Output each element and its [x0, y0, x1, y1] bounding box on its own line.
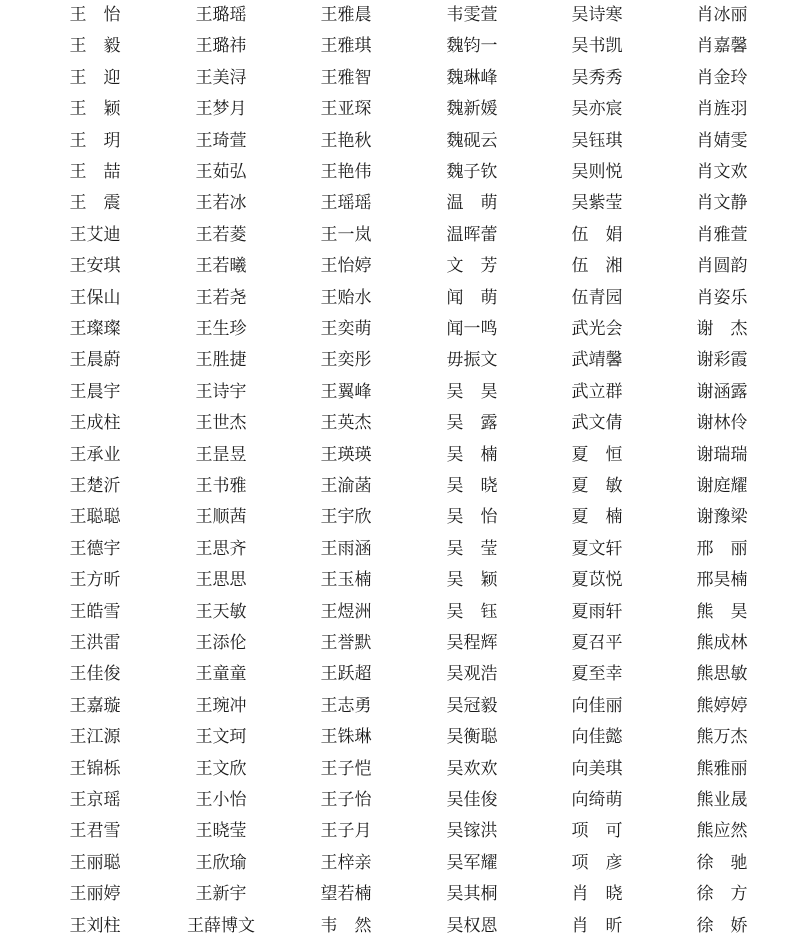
name-cell: 王雨涵: [320, 538, 372, 559]
name-row: [0, 0, 799, 31]
name-cell: 王茹弘: [195, 162, 247, 182]
name-cell: 肖金玲: [696, 67, 748, 88]
name-cell: 王翼峰: [320, 381, 372, 402]
name-cell: 王若曦: [195, 256, 247, 277]
name-cell: 王江源: [69, 727, 121, 748]
name-cell: 温晖蕾: [446, 224, 498, 245]
name-cell: 王子怡: [320, 790, 372, 810]
name-cell: 王煜洲: [320, 601, 372, 622]
name-row: [0, 345, 799, 376]
name-cell: 肖冰丽: [696, 5, 748, 25]
name-cell: 谢庭耀: [696, 476, 748, 496]
name-row: [0, 691, 799, 722]
name-cell: 伍青园: [571, 287, 623, 308]
name-cell: 王梓亲: [320, 852, 372, 873]
name-cell: 吴书凯: [571, 36, 623, 57]
name-cell: 王皓雪: [69, 601, 121, 622]
name-cell: 吴 楠: [446, 444, 498, 465]
name-row: [0, 848, 799, 879]
name-cell: 肖圆韵: [696, 256, 748, 277]
name-cell: 王子恺: [320, 758, 372, 779]
name-cell: 谢彩霞: [696, 350, 748, 371]
name-cell: 魏新媛: [446, 99, 498, 120]
name-cell: 熊雅丽: [696, 758, 748, 779]
name-cell: 王璐瑶: [195, 5, 247, 25]
name-row: [0, 377, 799, 408]
name-cell: 王铢琳: [320, 727, 372, 748]
name-row: [0, 502, 799, 533]
name-row: [0, 879, 799, 910]
name-row: [0, 408, 799, 439]
name-cell: 吴其桐: [446, 884, 498, 905]
name-cell: 王亚琛: [320, 99, 372, 120]
name-cell: 吴诗寒: [571, 5, 623, 25]
name-cell: 吴亦宸: [571, 99, 623, 120]
name-cell: 肖 晓: [571, 884, 623, 905]
name-cell: 吴钰琪: [571, 130, 623, 151]
name-cell: 王胜捷: [195, 350, 247, 371]
name-cell: 邢昊楠: [696, 570, 748, 591]
name-cell: 吴欢欢: [446, 758, 498, 779]
name-cell: 王书雅: [195, 476, 247, 496]
name-cell: 王雅琪: [320, 36, 372, 57]
name-cell: 王天敏: [195, 601, 247, 622]
name-cell: 王 玥: [69, 130, 121, 151]
name-row: [0, 157, 799, 188]
name-cell: 夏召平: [571, 633, 623, 653]
name-row: [0, 785, 799, 816]
name-row: [0, 440, 799, 471]
name-cell: 王 怡: [69, 5, 121, 25]
name-cell: 王 喆: [69, 162, 121, 182]
name-cell: 王宇欣: [320, 507, 372, 528]
name-cell: 武光会: [571, 319, 623, 339]
name-cell: 王瑛瑛: [320, 444, 372, 465]
name-row: [0, 816, 799, 847]
name-cell: 吴 莹: [446, 538, 498, 559]
name-cell: 王佳俊: [69, 664, 121, 685]
name-cell: 熊万杰: [696, 727, 748, 748]
name-cell: 王贻水: [320, 287, 372, 308]
name-cell: 王 毅: [69, 36, 121, 57]
name-row: [0, 63, 799, 94]
name-cell: 谢瑞瑞: [696, 444, 748, 465]
name-row: [0, 628, 799, 659]
name-cell: 徐 娇: [696, 915, 748, 936]
name-cell: 吴观浩: [446, 664, 498, 685]
name-cell: 徐 驰: [696, 852, 748, 873]
name-cell: 王琬冲: [195, 695, 247, 716]
name-cell: 谢 杰: [696, 319, 748, 339]
name-cell: 王安琪: [69, 256, 121, 277]
name-cell: 王薛博文: [187, 915, 255, 936]
name-cell: 闻 萌: [446, 287, 498, 308]
name-cell: 熊思敏: [696, 664, 748, 685]
name-cell: 王美浔: [195, 67, 247, 88]
name-cell: 夏雨轩: [571, 601, 623, 622]
name-cell: 王丽婷: [69, 884, 121, 905]
name-cell: 吴冠毅: [446, 695, 498, 716]
name-cell: 王保山: [69, 287, 121, 308]
name-cell: 肖姿乐: [696, 287, 748, 308]
name-cell: 肖 昕: [571, 915, 623, 936]
name-cell: 王诗宇: [195, 381, 247, 402]
name-cell: 王雅晨: [320, 5, 372, 25]
name-cell: 王玉楠: [320, 570, 372, 591]
name-cell: 王琦萱: [195, 130, 247, 151]
name-cell: 谢涵露: [696, 381, 748, 402]
name-row: [0, 754, 799, 785]
name-cell: 王 颖: [69, 99, 121, 120]
name-cell: 吴则悦: [571, 162, 623, 182]
name-row: [0, 597, 799, 628]
name-cell: 王嘉璇: [69, 695, 121, 716]
name-cell: 肖文欢: [696, 162, 748, 182]
name-row: [0, 283, 799, 314]
name-cell: 王子月: [320, 821, 372, 842]
name-cell: 肖文静: [696, 193, 748, 214]
name-cell: 王德宇: [69, 538, 121, 559]
name-cell: 夏 恒: [571, 444, 623, 465]
name-cell: 谢林伶: [696, 413, 748, 434]
name-row: [0, 565, 799, 596]
name-cell: 夏苡悦: [571, 570, 623, 591]
name-cell: 王誉默: [320, 633, 372, 653]
name-cell: 武立群: [571, 381, 623, 402]
name-cell: 熊应然: [696, 821, 748, 842]
name-cell: 王晨蔚: [69, 350, 121, 371]
name-cell: 王小怡: [195, 790, 247, 810]
name-cell: 吴 怡: [446, 507, 498, 528]
name-cell: 邢 丽: [696, 538, 748, 559]
name-cell: 魏砚云: [446, 130, 498, 151]
name-cell: 王渝菡: [320, 476, 372, 496]
name-cell: 王生珍: [195, 319, 247, 339]
name-cell: 王一岚: [320, 224, 372, 245]
name-row: [0, 220, 799, 251]
name-cell: 王艾迪: [69, 224, 121, 245]
name-cell: 向绮萌: [571, 790, 623, 810]
name-cell: 王洪雷: [69, 633, 121, 653]
name-cell: 韦雯萱: [446, 5, 498, 25]
name-cell: 王若冰: [195, 193, 247, 214]
name-cell: 王晓莹: [195, 821, 247, 842]
name-cell: 吴 颖: [446, 570, 498, 591]
name-cell: 王欣瑜: [195, 852, 247, 873]
name-cell: 魏钧一: [446, 36, 498, 57]
name-cell: 王丽聪: [69, 852, 121, 873]
name-cell: 闻一鸣: [446, 319, 498, 339]
name-cell: 王方昕: [69, 570, 121, 591]
name-row: [0, 94, 799, 125]
name-cell: 吴秀秀: [571, 67, 623, 88]
name-cell: 王奕彤: [320, 350, 372, 371]
name-row: [0, 722, 799, 753]
name-cell: 肖嘉馨: [696, 36, 748, 57]
name-cell: 王思思: [195, 570, 247, 591]
name-cell: 王璐祎: [195, 36, 247, 57]
name-cell: 项 彦: [571, 852, 623, 873]
name-cell: 望若楠: [320, 884, 372, 905]
name-cell: 王世杰: [195, 413, 247, 434]
name-cell: 徐 方: [696, 884, 748, 905]
name-cell: 吴程辉: [446, 633, 498, 653]
name-cell: 熊成林: [696, 633, 748, 653]
name-cell: 王跃超: [320, 664, 372, 685]
name-cell: 王思齐: [195, 538, 247, 559]
name-cell: 王若尧: [195, 287, 247, 308]
name-row: [0, 659, 799, 690]
name-row: [0, 314, 799, 345]
name-cell: 吴 晓: [446, 476, 498, 496]
name-cell: 伍 湘: [571, 256, 623, 277]
name-cell: 吴 露: [446, 413, 498, 434]
name-row: [0, 911, 799, 942]
name-row: [0, 471, 799, 502]
name-cell: 王志勇: [320, 695, 372, 716]
name-cell: 夏至幸: [571, 664, 623, 685]
name-cell: 王承业: [69, 444, 121, 465]
name-cell: 王奕萌: [320, 319, 372, 339]
name-row: [0, 188, 799, 219]
name-cell: 王 迎: [69, 67, 121, 88]
name-cell: 文 芳: [446, 256, 498, 277]
name-cell: 肖婧雯: [696, 130, 748, 151]
name-cell: 武文倩: [571, 413, 623, 434]
name-cell: 王若菱: [195, 224, 247, 245]
name-cell: 王梦月: [195, 99, 247, 120]
name-cell: 王新宇: [195, 884, 247, 905]
name-cell: 夏 敏: [571, 476, 623, 496]
name-cell: 王聪聪: [69, 507, 121, 528]
name-cell: 王文欣: [195, 758, 247, 779]
name-cell: 王顺茜: [195, 507, 247, 528]
name-cell: 熊 昊: [696, 601, 748, 622]
name-cell: 王艳伟: [320, 162, 372, 182]
name-cell: 夏文轩: [571, 538, 623, 559]
name-cell: 王晨宇: [69, 381, 121, 402]
name-cell: 吴军耀: [446, 852, 498, 873]
name-cell: 王成柱: [69, 413, 121, 434]
name-row: [0, 31, 799, 62]
name-cell: 王京瑶: [69, 790, 121, 810]
name-cell: 向佳丽: [571, 695, 623, 716]
name-cell: 吴镓洪: [446, 821, 498, 842]
name-cell: 谢豫梁: [696, 507, 748, 528]
name-cell: 王雅智: [320, 67, 372, 88]
name-cell: 夏 楠: [571, 507, 623, 528]
name-cell: 熊婷婷: [696, 695, 748, 716]
name-row: [0, 251, 799, 282]
name-cell: 韦 然: [320, 915, 372, 936]
name-cell: 王英杰: [320, 413, 372, 434]
name-cell: 王楚沂: [69, 476, 121, 496]
name-cell: 向美琪: [571, 758, 623, 779]
name-cell: 向佳懿: [571, 727, 623, 748]
name-cell: 毋振文: [446, 350, 498, 371]
name-cell: 王怡婷: [320, 256, 372, 277]
name-cell: 吴 钰: [446, 601, 498, 622]
name-cell: 王童童: [195, 664, 247, 685]
name-cell: 王 震: [69, 193, 121, 214]
name-cell: 吴佳俊: [446, 790, 498, 810]
name-cell: 王锦栎: [69, 758, 121, 779]
name-cell: 王瑶瑶: [320, 193, 372, 214]
name-cell: 吴 昊: [446, 381, 498, 402]
name-cell: 王添伦: [195, 633, 247, 653]
name-cell: 王艳秋: [320, 130, 372, 151]
name-cell: 王昰昱: [195, 444, 247, 465]
name-cell: 王文珂: [195, 727, 247, 748]
name-cell: 项 可: [571, 821, 623, 842]
name-cell: 温 萌: [446, 193, 498, 214]
name-cell: 王璨璨: [69, 319, 121, 339]
name-cell: 武靖馨: [571, 350, 623, 371]
name-cell: 魏琳峰: [446, 67, 498, 88]
name-cell: 吴权恩: [446, 915, 498, 936]
name-cell: 肖雅萱: [696, 224, 748, 245]
name-cell: 熊业晟: [696, 790, 748, 810]
name-cell: 王刘柱: [69, 915, 121, 936]
name-row: [0, 534, 799, 565]
name-cell: 肖旌羽: [696, 99, 748, 120]
name-cell: 伍 娟: [571, 224, 623, 245]
name-cell: 吴紫莹: [571, 193, 623, 214]
name-cell: 王君雪: [69, 821, 121, 842]
name-cell: 魏子钦: [446, 162, 498, 182]
name-row: [0, 126, 799, 157]
name-cell: 吴衡聪: [446, 727, 498, 748]
